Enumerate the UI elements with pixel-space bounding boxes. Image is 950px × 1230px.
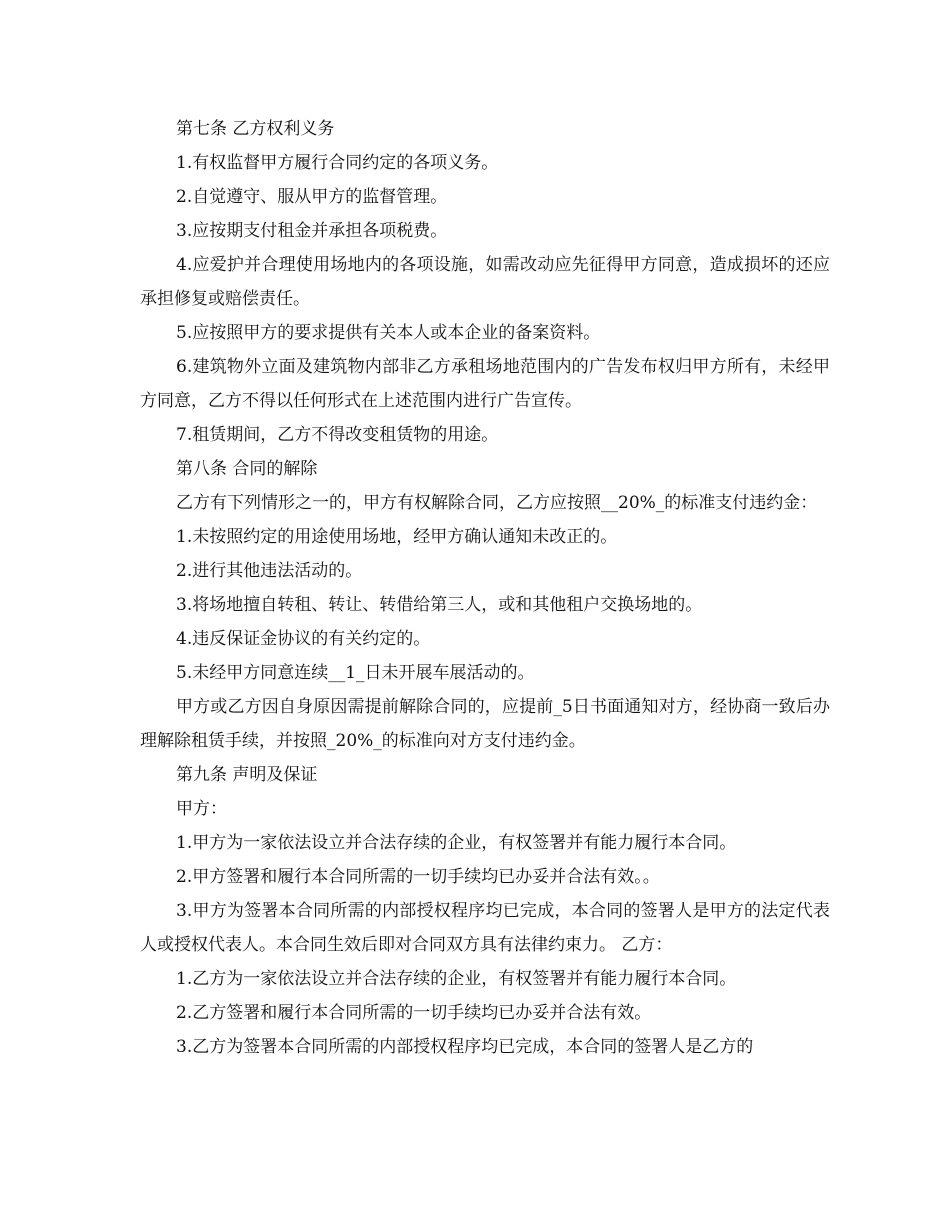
article-heading: 第九条 声明及保证 xyxy=(176,765,318,785)
list-item: 1.未按照约定的用途使用场地，经甲方确认通知未改正的。 xyxy=(176,527,618,547)
list-item: 1.乙方为一家依法设立并合法存续的企业，有权签署并有能力履行本合同。 xyxy=(176,969,737,989)
list-item: 5.应按照甲方的要求提供有关本人或本企业的备案资料。 xyxy=(176,323,601,343)
list-item: 2.甲方签署和履行本合同所需的一切手续均已办妥并合法有效。。 xyxy=(176,867,660,887)
article-heading: 第七条 乙方权利义务 xyxy=(176,119,335,139)
list-item: 3.乙方为签署本合同所需的内部授权程序均已完成，本合同的签署人是乙方的 xyxy=(176,1037,754,1057)
list-item: 3.甲方为签署本合同所需的内部授权程序均已完成，本合同的签署人是甲方的法定代表人或授权代表人。本合同生效后即对合同双方具有法律约束力。 乙方： xyxy=(140,901,830,955)
list-item: 2.自觉遵守、服从甲方的监督管理。 xyxy=(176,187,448,207)
list-item: 6.建筑物外立面及建筑物内部非乙方承租场地范围内的广告发布权归甲方所有，未经甲方同意，乙方不得以任何形式在上述范围内进行广告宣传。 xyxy=(140,357,830,411)
list-item: 4.应爱护并合理使用场地内的各项设施，如需改动应先征得甲方同意，造成损坏的还应承担修复或赔偿责任。 xyxy=(140,255,830,309)
party-label: 甲方： xyxy=(176,799,227,819)
list-item: 3.将场地擅自转租、转让、转借给第三人，或和其他租户交换场地的。 xyxy=(176,595,703,615)
list-item: 5.未经甲方同意连续__1_日未开展车展活动的。 xyxy=(176,663,535,683)
article-heading: 第八条 合同的解除 xyxy=(176,459,318,479)
body-paragraph: 甲方或乙方因自身原因需提前解除合同的，应提前_5日书面通知对方，经协商一致后办理解除租赁手续，并按照_20%_的标准向对方支付违约金。 xyxy=(140,697,830,751)
body-paragraph: 乙方有下列情形之一的，甲方有权解除合同，乙方应按照__20%_的标准支付违约金： xyxy=(176,493,818,513)
document-body xyxy=(140,112,830,1064)
list-item: 4.违反保证金协议的有关约定的。 xyxy=(176,629,431,649)
list-item: 7.租赁期间，乙方不得改变租赁物的用途。 xyxy=(176,425,499,445)
list-item: 3.应按期支付租金并承担各项税费。 xyxy=(176,221,448,241)
list-item: 1.有权监督甲方履行合同约定的各项义务。 xyxy=(176,153,499,173)
list-item: 2.进行其他违法活动的。 xyxy=(176,561,363,581)
list-item: 2.乙方签署和履行本合同所需的一切手续均已办妥并合法有效。 xyxy=(176,1003,652,1023)
list-item: 1.甲方为一家依法设立并合法存续的企业，有权签署并有能力履行本合同。 xyxy=(176,833,737,853)
